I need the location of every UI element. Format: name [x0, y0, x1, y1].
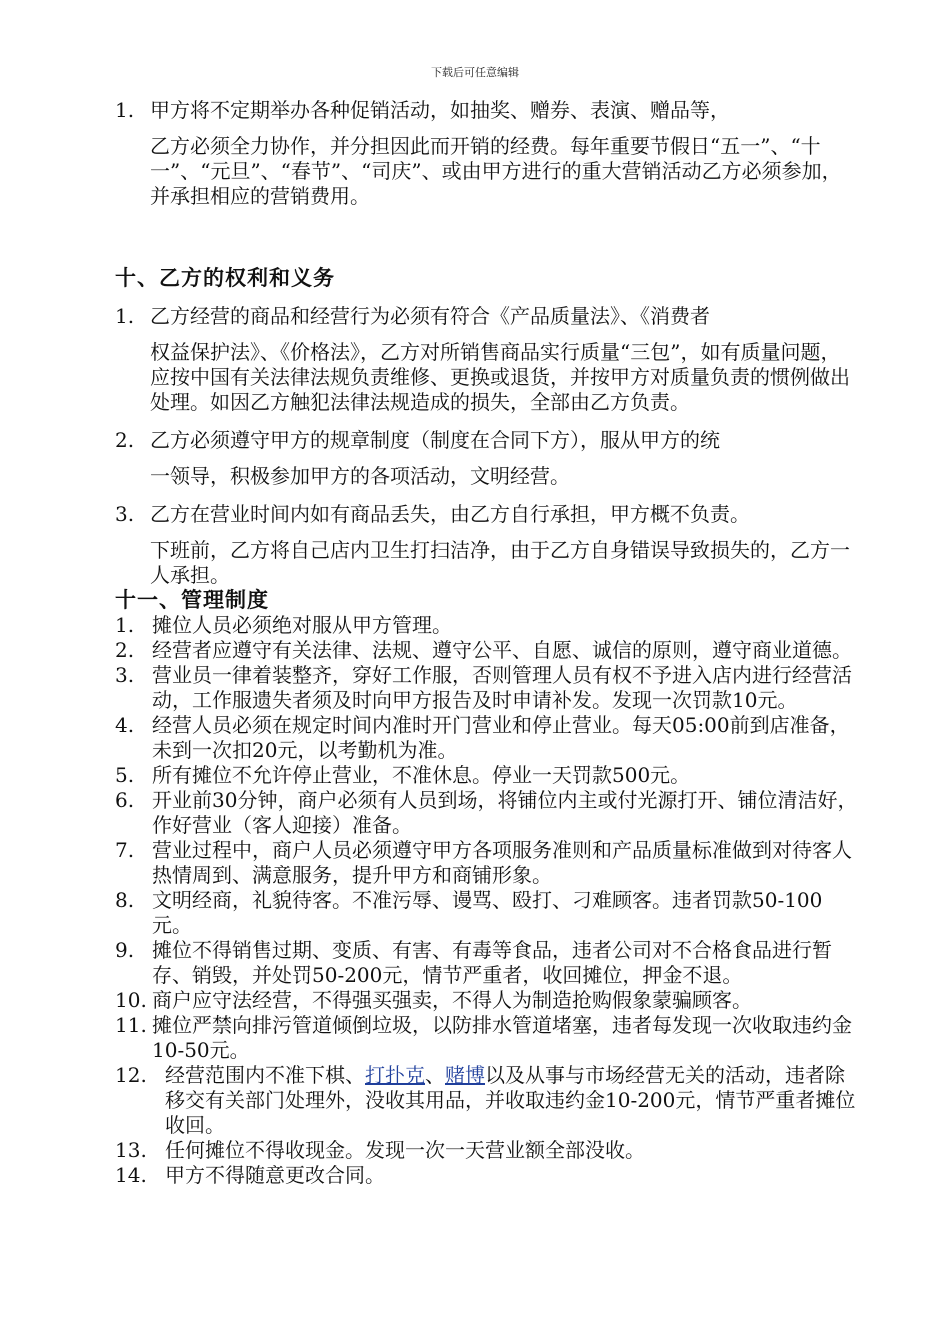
list-item: [115, 304, 860, 415]
list-item: [115, 1063, 860, 1138]
item-text: [165, 1063, 860, 1138]
list-item: [115, 663, 860, 713]
item-text: 经营者应遵守有关法律、法规、遵守公平、自愿、诚信的原则，遵守商业道德。: [152, 638, 852, 662]
item-text: 摊位严禁向排污管道倾倒垃圾，以防排水管道堵塞，违者每发现一次收取违约金10-50元。: [152, 1013, 852, 1062]
list-item: [115, 1013, 860, 1063]
item-number: 2.: [115, 428, 135, 452]
item-text: 所有摊位不允许停止营业，不准休息。停业一天罚款500元。: [152, 763, 691, 787]
item-number: 10.: [115, 988, 147, 1012]
item-number: 11.: [115, 1013, 147, 1037]
item-number: 2.: [115, 638, 135, 662]
item-text: 营业过程中，商户人员必须遵守甲方各项服务准则和产品质量标准做到对待客人热情周到、满意服务，提升甲方和商铺形象。: [152, 838, 852, 887]
item-text: 经营人员必须在规定时间内准时开门营业和停止营业。每天05:00前到店准备，未到一次扣20元，以考勤机为准。: [152, 713, 850, 762]
list-item: [115, 788, 860, 838]
poker-link[interactable]: 打扑克: [365, 1063, 425, 1087]
item-text: 下班前，乙方将自己店内卫生打扫洁净，由于乙方自身错误导致损失的，乙方一人承担。: [150, 538, 850, 587]
item-text: 一领导，积极参加甲方的各项活动，文明经营。: [150, 464, 570, 488]
item-number: 5.: [115, 763, 135, 787]
item-number: 7.: [115, 838, 135, 862]
item-text: 文明经商，礼貌待客。不准污辱、谩骂、殴打、刁难顾客。违者罚款50-100元。: [152, 888, 823, 937]
item-first-line: 乙方经营的商品和经营行为必须有符合《产品质量法》、《消费者: [150, 304, 710, 328]
item-number: 6.: [115, 788, 135, 812]
item-number: 4.: [115, 713, 135, 737]
list-item: [115, 763, 860, 788]
document-body: [115, 98, 860, 1188]
list-item: [115, 988, 860, 1013]
list-item: [115, 938, 860, 988]
page-header: 下载后可任意编辑: [431, 66, 519, 79]
list-item: [115, 713, 860, 763]
item-number: 1.: [115, 98, 135, 122]
section-heading: 十一、管理制度: [115, 588, 269, 612]
list-item: [115, 98, 860, 209]
item-first-line: 乙方在营业时间内如有商品丢失，由乙方自行承担，甲方概不负责。: [150, 502, 750, 526]
gambling-link[interactable]: 赌博: [445, 1063, 485, 1087]
item-text-segment: 经营范围内不准下棋、: [165, 1063, 365, 1087]
list-item: [115, 428, 860, 489]
item-text: 权益保护法》、《价格法》，乙方对所销售商品实行质量“三包”，如有质量问题，应按中国有关法律法规负责维修、更换或退货，并按甲方对质量负责的惯例做出处理。如因乙方触犯法律法规造成的损失，全部由乙方负责。: [150, 340, 850, 414]
item-first-line: 甲方将不定期举办各种促销活动，如抽奖、赠券、表演、赠品等，: [150, 98, 730, 122]
item-text: 商户应守法经营，不得强买强卖，不得人为制造抢购假象蒙骗顾客。: [152, 988, 752, 1012]
item-number: 13.: [115, 1138, 147, 1162]
item-text-segment: 、: [425, 1063, 445, 1087]
item-number: 14.: [115, 1163, 147, 1187]
list-item: [115, 838, 860, 888]
item-text: 甲方不得随意更改合同。: [165, 1163, 385, 1187]
section-heading: 十、乙方的权利和义务: [115, 266, 335, 290]
list-item: [115, 1138, 860, 1163]
item-text-segment: 以及从事与市场经营无关的活动，违者除移交有关部门处理外，没收其用品，并收取违约金10-200元，情节严重者摊位收回。: [165, 1063, 856, 1137]
item-text: 任何摊位不得收现金。发现一次一天营业额全部没收。: [165, 1138, 645, 1162]
list-item: [115, 613, 860, 638]
item-number: 1.: [115, 613, 135, 637]
item-text: 乙方必须全力协作，并分担因此而开销的经费。每年重要节假日“五一”、“十一”、“元旦”、“春节”、“司庆”、或由甲方进行的重大营销活动乙方必须参加，并承担相应的营销费用。: [150, 134, 842, 208]
list-item: [115, 638, 860, 663]
item-text: 营业员一律着装整齐，穿好工作服，否则管理人员有权不予进入店内进行经营活动，工作服遗失者须及时向甲方报告及时申请补发。发现一次罚款10元。: [152, 663, 852, 712]
item-text: 摊位不得销售过期、变质、有害、有毒等食品，违者公司对不合格食品进行暂存、销毁，并处罚50-200元，情节严重者，收回摊位，押金不退。: [152, 938, 832, 987]
item-number: 1.: [115, 304, 135, 328]
item-number: 9.: [115, 938, 135, 962]
item-number: 3.: [115, 502, 135, 526]
item-number: 8.: [115, 888, 135, 912]
item-first-line: 乙方必须遵守甲方的规章制度（制度在合同下方），服从甲方的统: [150, 428, 720, 452]
list-item: [115, 1163, 860, 1188]
item-number: 3.: [115, 663, 135, 687]
list-item: [115, 888, 860, 938]
item-number: 12.: [115, 1063, 147, 1087]
list-item: [115, 502, 860, 588]
item-text: 开业前30分钟，商户必须有人员到场，将铺位内主或付光源打开、铺位清洁好，作好营业（客人迎接）准备。: [152, 788, 858, 837]
item-text: 摊位人员必须绝对服从甲方管理。: [152, 613, 452, 637]
